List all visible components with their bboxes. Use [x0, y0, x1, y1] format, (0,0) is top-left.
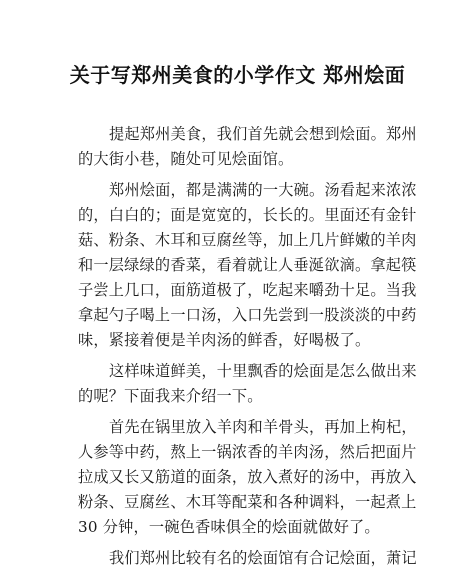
paragraph-line: 郑州烩面，都是满满的一大碗。汤看起来浓浓 [109, 181, 417, 199]
paragraph-line: 拿起勺子喝上一口汤，入口先尝到一股淡淡的中药 [78, 306, 417, 324]
paragraph-line: 30 分钟，一碗色香味俱全的烩面就做好了。 [78, 518, 380, 536]
paragraph-line: 和一层绿绿的香菜，看着就让人垂涎欲滴。拿起筷 [78, 256, 417, 274]
paragraph-line: 的大街小巷，随处可见烩面馆。 [78, 150, 294, 168]
paragraph-line: 菇、粉条、木耳和豆腐丝等，加上几片鲜嫩的羊肉 [78, 231, 417, 249]
paragraph-4 [78, 415, 438, 540]
paragraph-line: 人参等中药，熬上一锅浓香的羊肉汤，然后把面片 [78, 443, 417, 461]
paragraph-line: 的，白白的；面是宽宽的，长长的。里面还有金针 [78, 206, 417, 224]
paragraph-1 [78, 122, 438, 172]
paragraph-line: 首先在锅里放入羊肉和羊骨头，再加上枸杞， [109, 418, 417, 436]
paragraph-line: 味，紧接着便是羊肉汤的鲜香，好喝极了。 [78, 331, 371, 349]
paragraph-line: 拉成又长又筋道的面条，放入煮好的汤中，再放入 [78, 468, 417, 486]
paragraph-line: 我们郑州比较有名的烩面馆有合记烩面，萧记 [109, 549, 417, 567]
paragraph-line: 这样味道鲜美，十里飘香的烩面是怎么做出来 [109, 362, 417, 380]
paragraph-line: 的呢？下面我来介绍一下。 [78, 387, 263, 405]
paragraph-line: 提起郑州美食，我们首先就会想到烩面。郑州 [109, 125, 417, 143]
paragraph-5 [78, 546, 438, 571]
article-body [78, 122, 438, 577]
paragraph-3 [78, 359, 438, 409]
paragraph-2 [78, 178, 438, 353]
article-title: 关于写郑州美食的小学作文 郑州烩面 [69, 63, 406, 87]
paragraph-line: 子尝上几口，面筋道极了，吃起来嚼劲十足。当我 [78, 281, 417, 299]
paragraph-line: 粉条、豆腐丝、木耳等配菜和各种调料，一起煮上 [78, 493, 417, 511]
